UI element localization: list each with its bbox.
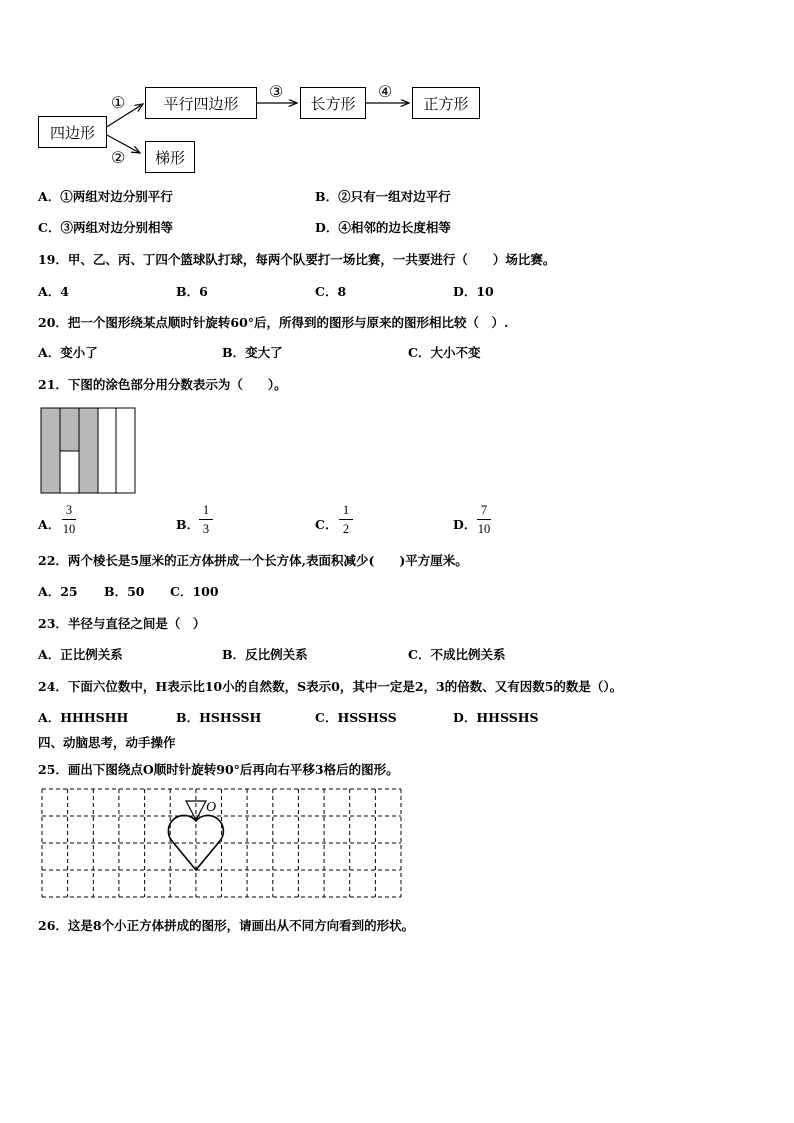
- box-parallelogram: 平行四边形: [145, 87, 257, 119]
- q22-option-b: B．50: [104, 584, 145, 599]
- q21-option-b-letter: B．: [176, 517, 200, 532]
- q21-option-d-letter: D．: [453, 517, 477, 532]
- q21-option-b-fraction: [199, 503, 213, 536]
- q23-stem: 23．半径与直径之间是（ ）: [38, 616, 206, 631]
- numerator: 1: [342, 503, 350, 517]
- box-rectangle: 长方形: [300, 87, 366, 119]
- q24-option-a: A．HHHSHH: [38, 710, 129, 725]
- q21-stem: 21．下图的涂色部分用分数表示为（ ）。: [38, 377, 287, 392]
- q18-option-d: [315, 218, 451, 236]
- q19-stem: 19．甲、乙、丙、丁四个篮球队打球，每两个队要打一场比赛，一共要进行（ ）场比赛。: [38, 252, 556, 267]
- q23-option-a: A．正比例关系: [38, 647, 123, 662]
- option-text: ④相邻的边长度相等: [338, 220, 451, 235]
- numerator: 3: [65, 503, 73, 517]
- q24-stem: 24．下面六位数中，H表示比10小的自然数，S表示0，其中一定是2，3的倍数、又有因数5的数是（）。: [38, 679, 623, 694]
- option-text: ③两组对边分别相等: [60, 220, 173, 235]
- q25-dashed-grid-figure: [40, 787, 410, 902]
- flow-label-2: ②: [111, 148, 126, 167]
- option-text: ①两组对边分别平行: [60, 189, 173, 204]
- q25-stem: 25．画出下图绕点O顺时针旋转90°后再向右平移3格后的图形。: [38, 762, 399, 777]
- denominator: 10: [477, 522, 491, 536]
- option-letter: B．: [315, 189, 339, 204]
- q19-option-d: D．10: [453, 284, 494, 299]
- q24-option-d: D．HHSSHS: [453, 710, 539, 725]
- q23-option-c: C．不成比例关系: [408, 647, 506, 662]
- q26-stem: 26．这是8个小正方体拼成的图形，请画出从不同方向看到的形状。: [38, 918, 415, 933]
- q20-option-b: B．变大了: [222, 345, 283, 360]
- box-trapezoid: 梯形: [145, 141, 195, 173]
- option-letter: C．: [38, 220, 61, 235]
- flow-label-3: ③: [269, 82, 284, 101]
- section-title: 四、动脑思考，动手操作: [38, 735, 176, 750]
- q19-option-a: A．4: [38, 284, 69, 299]
- q22-option-a: A．25: [38, 584, 78, 599]
- q24-option-c: C．HSSHSS: [315, 710, 397, 725]
- box-square: 正方形: [412, 87, 480, 119]
- q21-option-d-fraction: [477, 503, 491, 536]
- q22-stem: 22．两个棱长是5厘米的正方体拼成一个长方体,表面积减少( )平方厘米。: [38, 553, 468, 568]
- flow-label-4: ④: [378, 82, 393, 101]
- point-o-label: O: [206, 800, 217, 815]
- denominator: 2: [342, 522, 350, 536]
- q20-option-a: A．变小了: [38, 345, 98, 360]
- option-letter: D．: [315, 220, 339, 235]
- q18-option-c: [38, 218, 173, 236]
- q21-option-c-fraction: [339, 503, 353, 536]
- q21-shaded-rectangle-figure: [40, 407, 140, 497]
- q21-option-a-fraction: [62, 503, 76, 536]
- q18-option-b: [315, 187, 451, 205]
- dashed-grid: [42, 789, 401, 897]
- q19-option-b: B．6: [176, 284, 208, 299]
- q19-option-c: C．8: [315, 284, 347, 299]
- option-letter: A．: [38, 189, 61, 204]
- box-quadrilateral: 四边形: [38, 116, 107, 148]
- numerator: 7: [480, 503, 488, 517]
- denominator: 3: [202, 522, 210, 536]
- q21-option-c-letter: C．: [315, 517, 338, 532]
- numerator: 1: [202, 503, 210, 517]
- q21-option-a-letter: A．: [38, 517, 61, 532]
- q20-stem: 20．把一个图形绕某点顺时针旋转60°后，所得到的图形与原来的图形相比较（ ）.: [38, 315, 509, 330]
- q23-option-b: B．反比例关系: [222, 647, 308, 662]
- option-text: ②只有一组对边平行: [338, 189, 451, 204]
- q22-option-c: C．100: [170, 584, 219, 599]
- q20-option-c: C．大小不变: [408, 345, 481, 360]
- q18-option-a: [38, 187, 173, 205]
- flow-label-1: ①: [111, 93, 126, 112]
- denominator: 10: [62, 522, 76, 536]
- q24-option-b: B．HSHSSH: [176, 710, 262, 725]
